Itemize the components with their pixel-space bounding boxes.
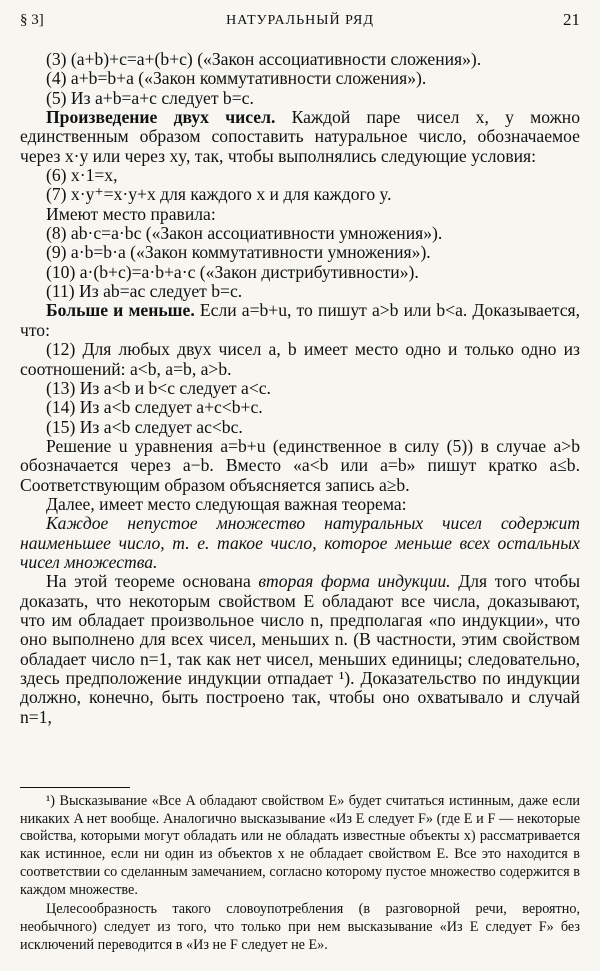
- footnote-1: ¹) Высказывание «Все A обладают свойством E» будет считаться истинным, даже если никаких A нет вообще. Аналогично высказывание «Из E следует F» (где E и F — некоторые свойства, которыми могут обладать или не обладать известные объекты x) рассматривается как истинное, если ни один из объектов x не обладает свойством E. Все это находится в соответствии со сделанным замечанием, согласно которому пустое множество содержится в каждом множестве.: [20, 793, 580, 898]
- law-9: (9) a·b=b·a («Закон коммутативности умножения»).: [46, 242, 431, 263]
- law-10: (10) a·(b+c)=a·b+a·c («Закон дистрибутивности»).: [46, 261, 419, 282]
- law-3: (3) (a+b)+c=a+(b+c) («Закон ассоциативности сложения»).: [46, 49, 482, 69]
- paragraph-induction-rest: Для того чтобы доказать, что некоторым свойством E обладают все числа, доказывают, что им обладает произвольное число n, предполагая «по индукции», что оно выполнено для всех чисел, меньших n. (В частности, этим свойством обладает число n=1, так как нет чисел, меньших единицы; следовательно, здесь предположение индукции отпадает ¹). Доказательство по индукции должно, конечно, быть построено так, чтобы оно охватывало и случай n=1,: [20, 571, 581, 727]
- law-11: (11) Из ab=ac следует b=c.: [46, 281, 243, 302]
- chapter-title: НАТУРАЛЬНЫЙ РЯД: [226, 13, 374, 28]
- running-header: [20, 10, 580, 32]
- law-8: (8) ab·c=a·bc («Закон ассоциативности умножения»).: [46, 223, 443, 244]
- paragraph-product-text: Каждой паре чисел x, y можно единственным образом сопоставить натуральное число, обозначаемое через x·y или через xy, так, чтобы выполнялись следующие условия:: [20, 107, 580, 166]
- paragraph-order: [20, 301, 580, 340]
- law-4: (4) a+b=b+a («Закон коммутативности сложения»).: [46, 68, 427, 89]
- section-ref: § 3]: [20, 12, 44, 28]
- paragraph-product: [20, 108, 580, 166]
- rules-intro: Имеют место правила:: [46, 203, 216, 224]
- footnote-divider: [20, 787, 130, 788]
- footnote-1-continued: Целесообразность такого словоупотребления (в разговорной речи, вероятно, необычного) следует из того, что только при нем высказывание «Из E следует F» без исключений переводится в «Из не F следует не E».: [20, 901, 580, 953]
- paragraph-induction-start: На этой теореме основана: [46, 571, 251, 592]
- law-6: (6) x·1=x,: [46, 165, 118, 186]
- law-15: (15) Из a<b следует ac<bc.: [46, 416, 243, 437]
- footnotes: [20, 793, 580, 954]
- paragraph-difference: Решение u уравнения a=b+u (единственное в силу (5)) в случае a>b обозначается через a−b. Вместо «a<b или a=b» пишут кратко a≤b. Соответствующим образом объясняется запись a≥b.: [20, 435, 580, 495]
- main-text: [20, 50, 580, 727]
- paragraph-theorem-intro: Далее, имеет место следующая важная теорема:: [46, 493, 407, 514]
- theorem-statement: Каждое непустое множество натуральных чисел содержит наименьшее число, т. е. такое число, которое меньше всех остальных чисел множества.: [20, 513, 580, 572]
- heading-order: Больше и меньше.: [46, 300, 195, 321]
- law-14: (14) Из a<b следует a+c<b+c.: [46, 397, 263, 418]
- heading-product: Произведение двух чисел.: [46, 107, 276, 128]
- paragraph-induction: [20, 572, 580, 727]
- law-13: (13) Из a<b и b<c следует a<c.: [46, 377, 271, 398]
- page-number: 21: [563, 10, 580, 29]
- term-second-induction: вторая форма индукции.: [258, 571, 451, 592]
- paragraph-order-text: Если a=b+u, то пишут a>b или b<a. Доказывается, что:: [20, 300, 580, 340]
- law-7: (7) x·y⁺=x·y+x для каждого x и для каждого y.: [46, 184, 392, 205]
- law-12: (12) Для любых двух чисел a, b имеет место одно и только одно из соотношений: a<b, a=b, a>b.: [20, 339, 580, 379]
- law-5: (5) Из a+b=a+c следует b=c.: [46, 87, 254, 108]
